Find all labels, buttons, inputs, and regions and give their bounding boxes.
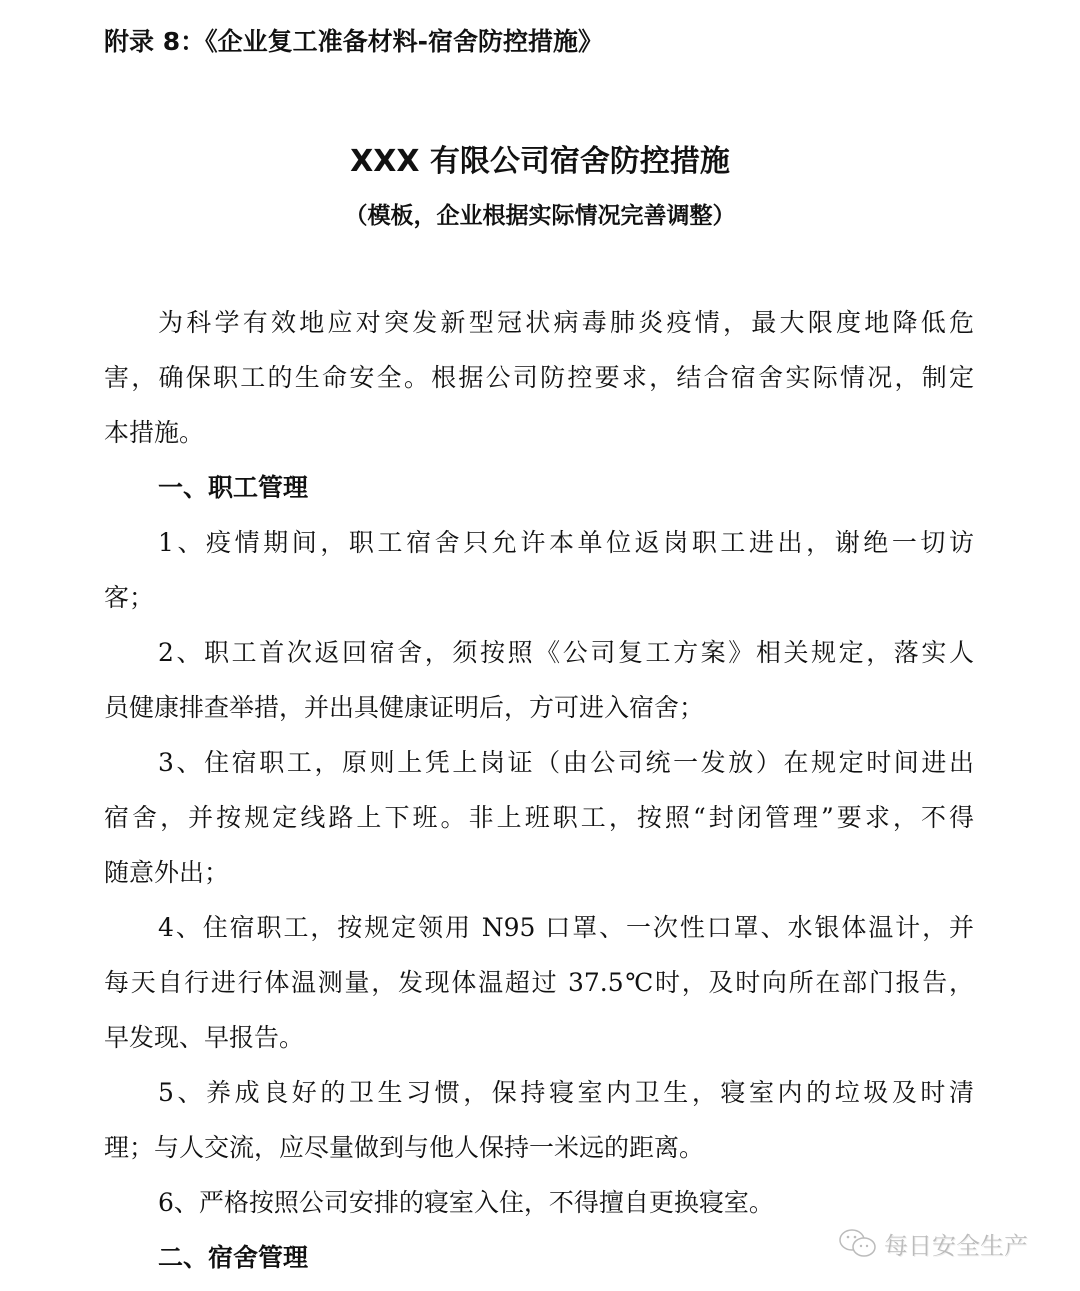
document-subtitle: （模板，企业根据实际情况完善调整） <box>344 203 736 229</box>
text-line: 员健康排查举措，并出具健康证明后，方可进入宿舍； <box>104 693 705 722</box>
text-line: 早发现、早报告。 <box>104 1023 305 1052</box>
text-line: 为科学有效地应对突发新型冠状病毒肺炎疫情，最大限度地降低危 <box>158 308 974 337</box>
section-heading: 一、职工管理 <box>158 473 309 502</box>
text-line: 6、严格按照公司安排的寝室入住，不得擅自更换寝室。 <box>158 1188 774 1217</box>
watermark-text: 每日安全生产 <box>884 1232 1028 1260</box>
text-line: 1、疫情期间，职工宿舍只允许本单位返岗职工进出，谢绝一切访 <box>158 528 974 557</box>
text-line: 随意外出； <box>104 858 230 887</box>
text-line: 客； <box>104 583 155 612</box>
wechat-icon <box>838 1228 878 1260</box>
text-line: 宿舍，并按规定线路上下班。非上班职工，按照“封闭管理”要求，不得 <box>104 803 974 832</box>
document-title: XXX 有限公司宿舍防控措施 <box>350 144 730 179</box>
text-line: 5、养成良好的卫生习惯，保持寝室内卫生，寝室内的垃圾及时清 <box>158 1078 974 1107</box>
section-heading: 二、宿舍管理 <box>158 1243 309 1272</box>
text-line: 4、住宿职工，按规定领用 N95 口罩、一次性口罩、水银体温计，并 <box>158 913 974 942</box>
text-line: 3、住宿职工，原则上凭上岗证（由公司统一发放）在规定时间进出 <box>158 748 974 777</box>
appendix-header: 附录 8：《企业复工准备材料-宿舍防控措施》 <box>104 27 603 56</box>
text-line: 害，确保职工的生命安全。根据公司防控要求，结合宿舍实际情况，制定 <box>104 363 974 392</box>
watermark <box>838 1226 1028 1261</box>
document-body <box>104 295 974 1285</box>
text-line: 理；与人交流，应尽量做到与他人保持一米远的距离。 <box>104 1133 705 1162</box>
text-line: 每天自行进行体温测量，发现体温超过 37.5℃时，及时向所在部门报告， <box>104 968 974 997</box>
text-line: 本措施。 <box>104 418 205 447</box>
text-line: 2、职工首次返回宿舍，须按照《公司复工方案》相关规定，落实人 <box>158 638 974 667</box>
